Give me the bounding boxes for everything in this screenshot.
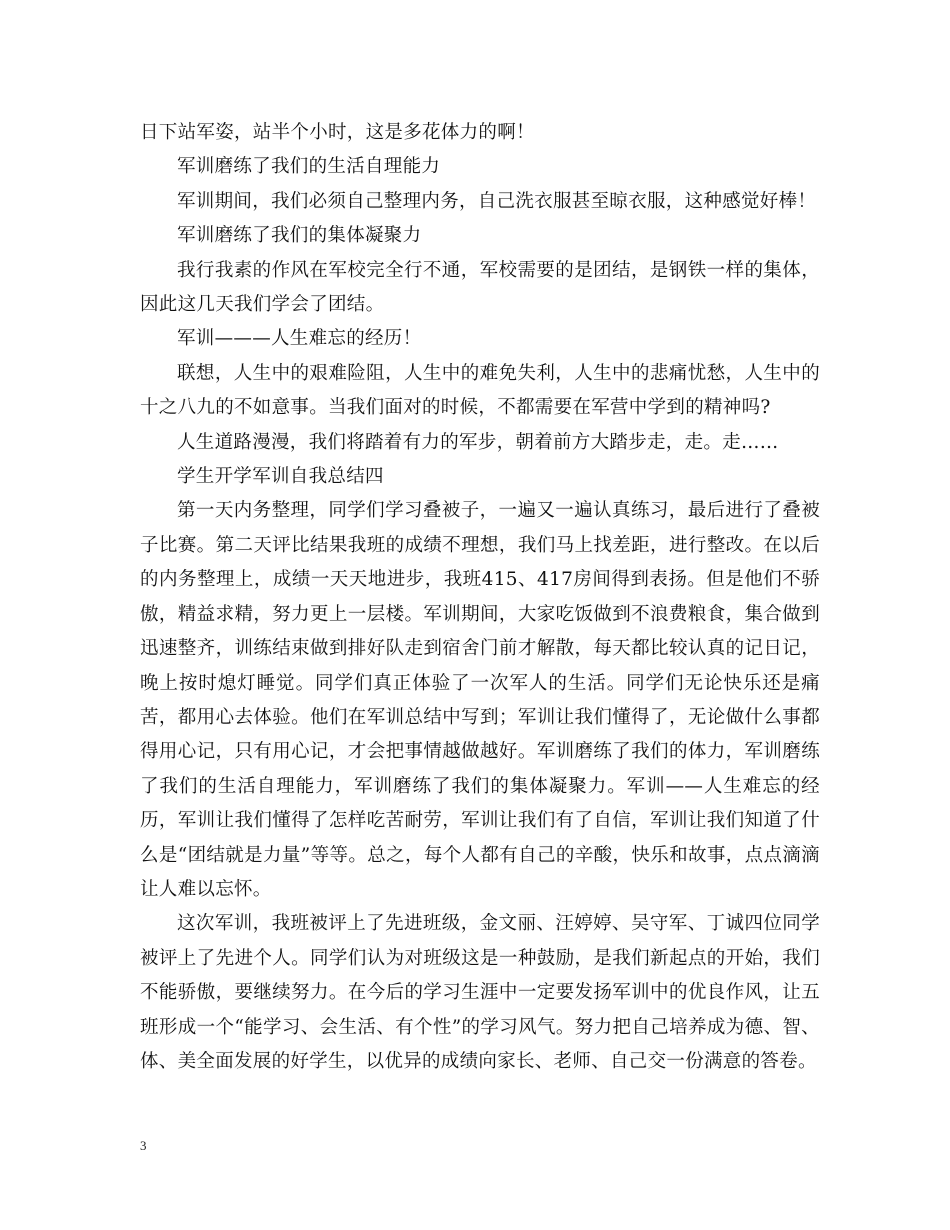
paragraph-self-care: 军训期间，我们必须自己整理内务，自己洗衣服甚至晾衣服，这种感觉好棒！ [177, 190, 817, 212]
paragraph-heading-cohesion: 军训磨练了我们的集体凝聚力 [177, 225, 422, 247]
section-title-summary-four: 学生开学军训自我总结四 [177, 466, 384, 488]
paragraph-life-difficulties: 联想，人生中的艰难险阻，人生中的难免失利，人生中的悲痛忧愁，人生中的十之八九的不如意事。当我们面对的时候，不都需要在军营中学到的精神吗? [140, 362, 820, 419]
paragraph-award: 这次军训，我班被评上了先进班级，金文丽、汪婷婷、吴守军、丁诚四位同学被评上了先进个人。同学们认为对班级这是一种鼓励，是我们新起点的开始，我们不能骄傲，要继续努力。在今后的学习生涯中一定要发扬军训中的优良作风，让五班形成一个“能学习、会生活、有个性”的学习风气。努力把自己培养成为德、智、体、美全面发展的好学生，以优异的成绩向家长、老师、自己交一份满意的答卷。 [140, 913, 820, 1072]
document-body [140, 116, 820, 1079]
paragraph-cohesion: 我行我素的作风在军校完全行不通，军校需要的是团结，是钢铁一样的集体，因此这几天我们学会了团结。 [140, 259, 820, 316]
paragraph-heading-unforgettable: 军训———人生难忘的经历！ [177, 328, 422, 350]
paragraph-continuation: 日下站军姿，站半个小时，这是多花体力的啊！ [140, 122, 535, 143]
paragraph-life-road: 人生道路漫漫，我们将踏着有力的军步，朝着前方大踏步走，走。走…… [177, 431, 779, 453]
paragraph-heading-self-care: 军训磨练了我们的生活自理能力 [177, 156, 441, 178]
page-number: 3 [140, 1138, 147, 1153]
paragraph-summary-body: 第一天内务整理，同学们学习叠被子，一遍又一遍认真练习，最后进行了叠被子比赛。第二天评比结果我班的成绩不理想，我们马上找差距，进行整改。在以后的内务整理上，成绩一天天地进步，我班415、417房间得到表扬。但是他们不骄傲，精益求精，努力更上一层楼。军训期间，大家吃饭做到不浪费粮食，集合做到迅速整齐，训练结束做到排好队走到宿舍门前才解散，每天都比较认真的记日记，晚上按时熄灯睡觉。同学们真正体验了一次军人的生活。同学们无论快乐还是痛苦，都用心去体验。他们在军训总结中写到；军训让我们懂得了，无论做什么事都得用心记，只有用心记，才会把事情越做越好。军训磨练了我们的体力，军训磨练了我们的生活自理能力，军训磨练了我们的集体凝聚力。军训——人生难忘的经历，军训让我们懂得了怎样吃苦耐劳，军训让我们有了自信，军训让我们知道了什么是“团结就是力量”等等。总之，每个人都有自己的辛酸，快乐和故事，点点滴滴让人难以忘怀。 [140, 500, 820, 900]
